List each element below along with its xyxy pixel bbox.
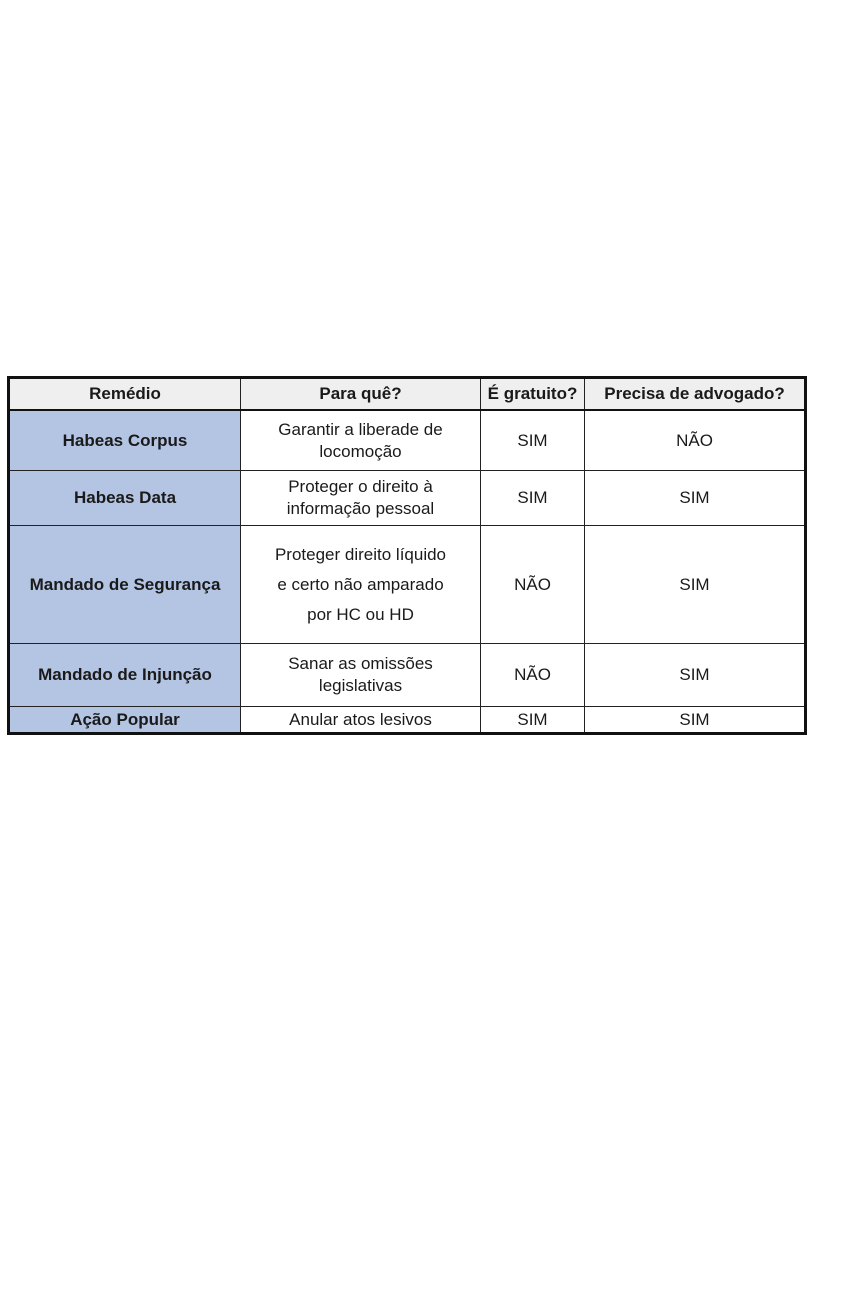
header-purpose: Para quê? [241,378,481,411]
purpose-line: Sanar as omissões [288,654,433,673]
table-row [9,410,806,471]
purpose-cell [241,471,481,526]
purpose-cell [241,707,481,734]
lawyer-cell: SIM [585,526,806,644]
purpose-line: Anular atos lesivos [289,709,432,729]
purpose-line: Proteger o direito à [288,477,433,496]
table-row [9,526,806,644]
remedy-cell: Habeas Corpus [9,410,241,471]
table-row [9,707,806,734]
purpose-line: legislativas [318,676,403,695]
free-cell: NÃO [481,526,585,644]
table-row [9,471,806,526]
purpose-line: informação pessoal [286,499,435,518]
header-lawyer: Precisa de advogado? [585,378,806,411]
purpose-line: Garantir a liberade de [278,419,443,439]
lawyer-cell: NÃO [585,410,806,471]
free-cell: NÃO [481,644,585,707]
remedy-cell: Habeas Data [9,471,241,526]
lawyer-cell: SIM [585,471,806,526]
purpose-line: por HC ou HD [307,604,414,624]
purpose-line: Proteger direito líquido [274,544,447,564]
lawyer-cell: SIM [585,707,806,734]
remedies-table-container [7,376,804,735]
lawyer-cell: SIM [585,644,806,707]
free-cell: SIM [481,410,585,471]
remedy-cell: Ação Popular [9,707,241,734]
header-remedy: Remédio [9,378,241,411]
free-cell: SIM [481,707,585,734]
purpose-cell [241,526,481,644]
remedies-table [7,376,807,735]
remedy-cell: Mandado de Injunção [9,644,241,707]
table-row [9,644,806,707]
purpose-line: e certo não amparado [277,574,444,594]
header-row [9,378,806,411]
purpose-line: locomoção [319,441,402,461]
purpose-cell [241,644,481,707]
free-cell: SIM [481,471,585,526]
header-free: É gratuito? [481,378,585,411]
purpose-cell [241,410,481,471]
remedy-cell: Mandado de Segurança [9,526,241,644]
